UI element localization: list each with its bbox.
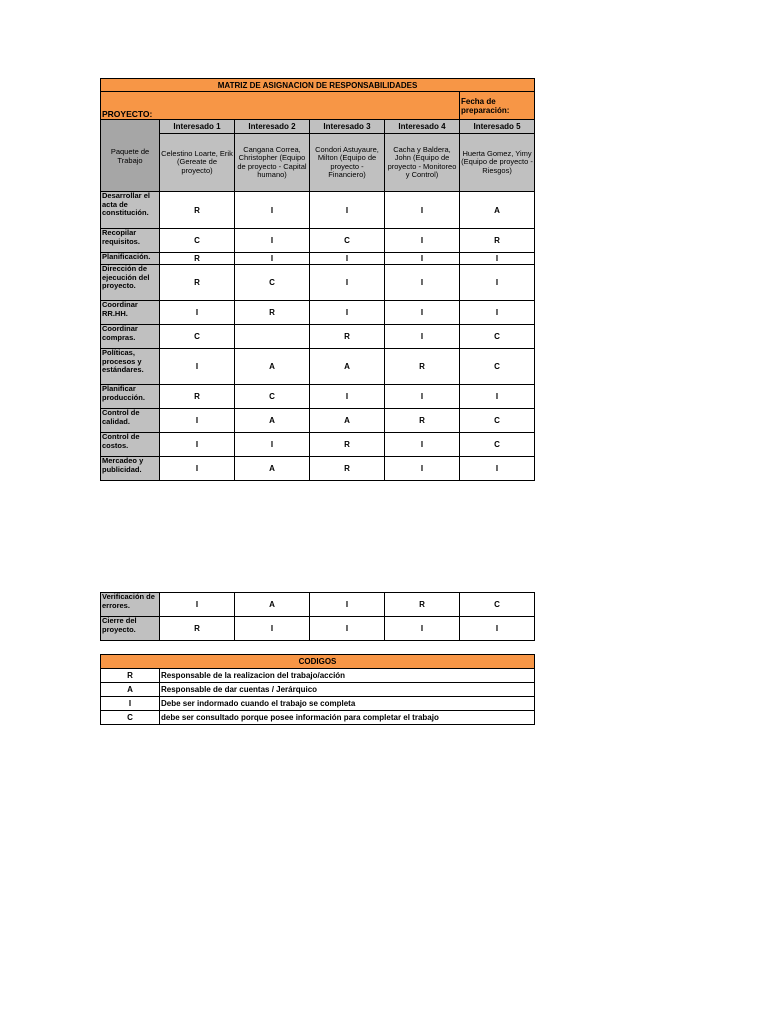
stakeholder-header: Interesado 5 [460,120,535,134]
responsibility-cell: A [310,409,385,433]
responsibility-cell: R [460,229,535,253]
responsibility-cell: I [385,265,460,301]
responsibility-cell: I [385,325,460,349]
responsibility-cell: R [160,192,235,229]
responsibility-cell: I [460,253,535,265]
task-label: Planificación. [101,253,160,265]
responsibility-cell: I [310,617,385,641]
stakeholder-name: Celestino Loarte, Erik (Gereate de proyecto) [160,134,235,192]
task-label: Dirección de ejecución del proyecto. [101,265,160,301]
codes-title: CODIGOS [101,655,535,669]
responsibility-cell: I [235,253,310,265]
responsibility-cell: C [460,409,535,433]
responsibility-cell: I [160,409,235,433]
responsibility-cell: R [385,409,460,433]
stakeholder-name: Condori Astuyaure, Milton (Equipo de proyecto - Financiero) [310,134,385,192]
table-row [101,325,535,349]
table-row [101,229,535,253]
responsibility-cell: C [460,349,535,385]
code-description: Responsable de la realizacion del trabajo/acción [160,669,535,683]
responsibility-cell: I [460,457,535,481]
task-label: Coordinar RR.HH. [101,301,160,325]
responsibility-cell [235,325,310,349]
responsibility-cell: R [160,253,235,265]
task-label: Desarrollar el acta de constitución. [101,192,160,229]
responsibility-cell: I [235,192,310,229]
table-row [101,385,535,409]
responsibility-cell: I [310,192,385,229]
responsibility-cell: I [235,617,310,641]
responsibility-cell: R [160,385,235,409]
code-description: Responsable de dar cuentas / Jerárquico [160,683,535,697]
list-item [101,669,535,683]
responsibility-cell: I [160,593,235,617]
table-row [101,457,535,481]
responsibility-cell: I [160,301,235,325]
responsibility-cell: C [160,229,235,253]
stakeholder-name: Cacha y Baldera, John (Equipo de proyecto - Monitoreo y Control) [385,134,460,192]
code-description: Debe ser indormado cuando el trabajo se completa [160,697,535,711]
responsibility-cell: I [235,229,310,253]
stakeholder-name: Cangana Correa, Christopher (Equipo de proyecto - Capital humano) [235,134,310,192]
stakeholder-header: Interesado 4 [385,120,460,134]
responsibility-cell: I [310,301,385,325]
responsibility-cell: I [160,433,235,457]
stakeholder-header: Interesado 3 [310,120,385,134]
project-label: PROYECTO: [101,92,460,120]
responsibility-cell: I [310,593,385,617]
responsibility-cell: C [460,433,535,457]
list-item [101,683,535,697]
responsibility-cell: A [235,349,310,385]
task-label: Control de costos. [101,433,160,457]
task-label: Políticas, procesos y estándares. [101,349,160,385]
task-label: Control de calidad. [101,409,160,433]
responsibility-cell: R [235,301,310,325]
package-header: Paquete de Trabajo [101,120,160,192]
table-row [101,253,535,265]
table-row [101,265,535,301]
task-label: Planificar producción. [101,385,160,409]
responsibility-cell: C [235,265,310,301]
list-item [101,697,535,711]
code-letter: C [101,711,160,725]
responsibility-cell: I [160,349,235,385]
responsibility-cell: I [385,229,460,253]
responsibility-cell: I [310,385,385,409]
responsibility-cell: I [310,253,385,265]
responsibility-cell: R [310,433,385,457]
task-label: Coordinar compras. [101,325,160,349]
responsibility-cell: R [385,593,460,617]
responsibility-cell: I [385,457,460,481]
responsibility-cell: I [385,301,460,325]
responsibility-cell: I [385,253,460,265]
matrix-title: MATRIZ DE ASIGNACION DE RESPONSABILIDADES [101,79,535,92]
code-letter: I [101,697,160,711]
responsibility-cell: I [160,457,235,481]
table-row [101,409,535,433]
table-row [101,301,535,325]
responsibility-cell: I [235,433,310,457]
responsibility-cell: A [460,192,535,229]
responsibility-cell: I [460,265,535,301]
responsibility-cell: C [310,229,385,253]
responsibility-cell: I [310,265,385,301]
responsibility-cell: I [385,617,460,641]
table-row [101,192,535,229]
stakeholder-name: Huerta Gomez, Yimy (Equipo de proyecto - Riesgos) [460,134,535,192]
code-letter: R [101,669,160,683]
responsibility-cell: A [235,593,310,617]
stakeholder-header: Interesado 2 [235,120,310,134]
responsibility-cell: R [160,265,235,301]
responsibility-cell: I [460,385,535,409]
codes-legend [100,654,535,725]
responsibility-cell: C [460,593,535,617]
task-label: Recopilar requisitos. [101,229,160,253]
responsibility-cell: I [460,617,535,641]
responsibility-cell: I [460,301,535,325]
code-description: debe ser consultado porque posee información para completar el trabajo [160,711,535,725]
responsibility-matrix-continued [100,592,535,641]
table-row [101,349,535,385]
responsibility-matrix [100,78,535,481]
responsibility-cell: C [160,325,235,349]
responsibility-cell: I [385,192,460,229]
responsibility-cell: R [385,349,460,385]
responsibility-cell: R [310,325,385,349]
responsibility-cell: A [235,409,310,433]
responsibility-cell: I [385,433,460,457]
table-row [101,433,535,457]
task-label: Verificación de errores. [101,593,160,617]
list-item [101,711,535,725]
responsibility-cell: C [235,385,310,409]
responsibility-cell: C [460,325,535,349]
table-row [101,617,535,641]
date-label: Fecha de preparación: [460,92,535,120]
stakeholder-header: Interesado 1 [160,120,235,134]
code-letter: A [101,683,160,697]
responsibility-cell: A [235,457,310,481]
task-label: Mercadeo y publicidad. [101,457,160,481]
table-row [101,593,535,617]
responsibility-cell: R [160,617,235,641]
task-label: Cierre del proyecto. [101,617,160,641]
responsibility-cell: A [310,349,385,385]
responsibility-cell: I [385,385,460,409]
responsibility-cell: R [310,457,385,481]
